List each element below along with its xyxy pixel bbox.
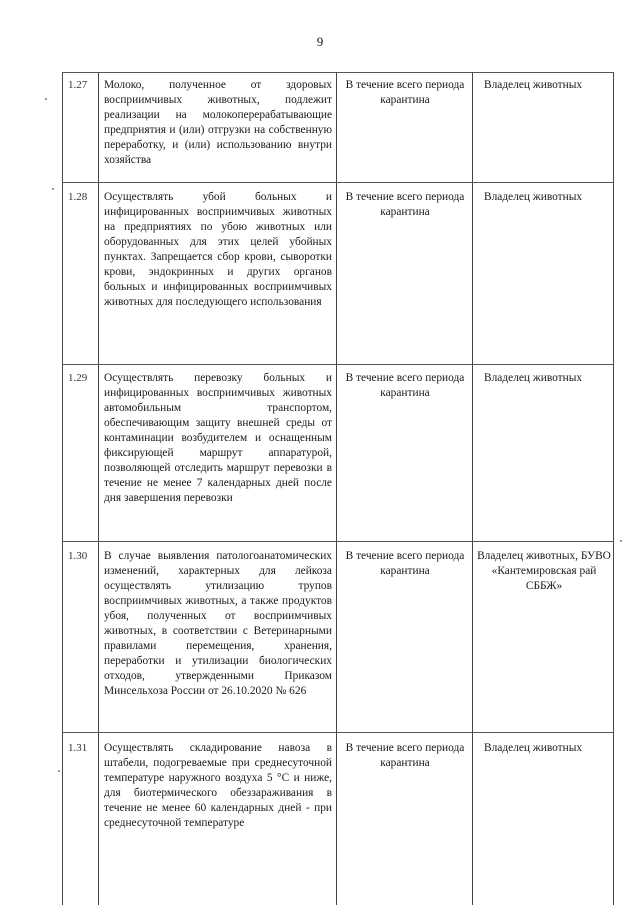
row-description: В случае выявления патологоанатомических изменений, характерных для лейкоза осуществлять утилизацию трупов восприимчивых животных, а также продуктов убоя, полученных от восприимчивых животных, в соответствии с Ветеринарными правилами перемещения, хранения, переработки и утилизации биологических отходов, утвержденными Приказом Минсельхоза России от 26.10.2020 № 626 xyxy=(104,550,332,697)
row-number: 1.29 xyxy=(68,372,88,384)
row-description: Осуществлять убой больных и инфицированных восприимчивых животных на предприятиях по убою животных или оборудованных для этих целей убойных пунктах. Запрещается сбор крови, сыворотки крови, эндокринных и других органов больных и инфицированных восприимчивых животных для последующего использования xyxy=(104,191,332,308)
row-term: В течение всего периода карантина xyxy=(345,372,465,399)
row-description: Молоко, полученное от здоровых восприимчивых животных, подлежит реализации на молокоперерабатывающие предприятия и (или) отгрузки на собственную переработку, и (или) использованию внутри хозяйства xyxy=(104,79,332,166)
row-description: Осуществлять перевозку больных и инфицированных восприимчивых животных автомобильным транспортом, обеспечивающим защиту внешней среды от контаминации возбудителем и оснащенным фиксирующей маршрут аппаратурой, позволяющей отследить маршрут перевозки в течение не менее 7 календарных дней после дня завершения перевозки xyxy=(104,372,332,504)
column-divider-number xyxy=(98,72,99,905)
row-responsible: Владелец животных xyxy=(484,79,583,91)
scan-speck xyxy=(52,188,54,190)
scan-speck xyxy=(620,540,622,542)
row-term: В течение всего периода карантина xyxy=(345,550,465,577)
column-divider-description xyxy=(336,72,337,905)
column-divider-term xyxy=(472,72,473,905)
row-term: В течение всего периода карантина xyxy=(345,79,465,106)
row-responsible: Владелец животных xyxy=(484,372,583,384)
row-separator xyxy=(62,732,614,733)
row-number: 1.30 xyxy=(68,550,88,562)
page-number: 9 xyxy=(316,34,324,49)
row-number: 1.27 xyxy=(68,79,88,91)
row-number: 1.28 xyxy=(68,191,88,203)
row-term: В течение всего периода карантина xyxy=(345,742,465,769)
table-border-right xyxy=(613,72,614,905)
table-top-border xyxy=(62,72,614,73)
scan-speck xyxy=(58,770,60,772)
row-separator xyxy=(62,541,614,542)
scan-speck xyxy=(45,98,47,100)
row-responsible: Владелец животных xyxy=(484,742,583,754)
table-border-left xyxy=(62,72,63,905)
row-separator xyxy=(62,364,614,365)
measures-table xyxy=(62,72,614,905)
row-term: В течение всего периода карантина xyxy=(345,191,465,218)
row-number: 1.31 xyxy=(68,742,88,754)
row-description: Осуществлять складирование навоза в штабели, подогреваемые при среднесуточной температуре наружного воздуха 5 °С и ниже, для биотермического обеззараживания в течение не менее 60 календарных дней - при среднесуточной температуре xyxy=(104,742,332,829)
row-responsible: Владелец животных, БУВО «Кантемировская рай СББЖ» xyxy=(477,550,611,592)
row-responsible: Владелец животных xyxy=(484,191,583,203)
row-separator xyxy=(62,182,614,183)
